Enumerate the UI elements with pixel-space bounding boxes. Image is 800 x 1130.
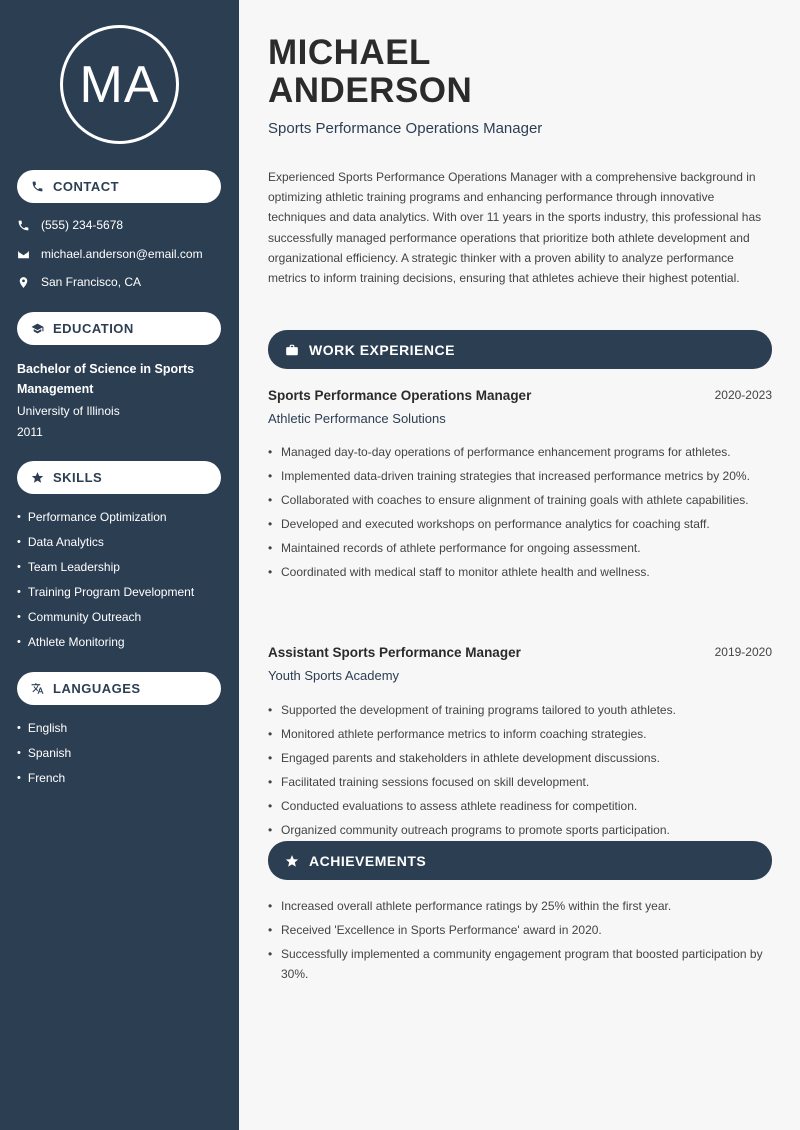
skill-item: • Performance Optimization (17, 504, 194, 529)
job-dates: 2019-2020 (714, 645, 772, 659)
job-bullet: • Monitored athlete performance metrics to inform coaching strategies. (268, 725, 768, 745)
skill-item: • Community Outreach (17, 604, 194, 629)
job-bullet: • Facilitated training sessions focused on skill development. (268, 773, 768, 793)
job-title: Sports Performance Operations Manager (268, 388, 532, 403)
job-bullet: • Engaged parents and stakeholders in athlete development discussions. (268, 749, 768, 769)
skills-list (17, 504, 194, 654)
languages-section-header (17, 672, 221, 705)
job-bullets (268, 443, 768, 587)
contact-location: San Francisco, CA (41, 275, 142, 289)
achievements-section-header (268, 841, 772, 880)
star-icon (31, 471, 44, 484)
languages-list (17, 715, 71, 790)
phone-icon (31, 180, 44, 193)
candidate-name (268, 34, 472, 110)
skills-heading: SKILLS (53, 470, 103, 485)
contact-email[interactable]: michael.anderson@email.com (41, 247, 203, 261)
translate-icon (31, 682, 44, 695)
job-title: Assistant Sports Performance Manager (268, 645, 521, 660)
job-company: Youth Sports Academy (268, 668, 400, 683)
job-bullet: • Collaborated with coaches to ensure alignment of training goals with athlete capabilities. (268, 491, 768, 511)
job-bullet: • Coordinated with medical staff to monitor athlete health and wellness. (268, 563, 768, 583)
graduation-cap-icon (31, 322, 44, 335)
skill-item: • Athlete Monitoring (17, 629, 194, 654)
skill-item: • Data Analytics (17, 529, 194, 554)
job-bullet: • Supported the development of training programs tailored to youth athletes. (268, 701, 768, 721)
envelope-icon (17, 248, 30, 261)
skill-item: • Training Program Development (17, 579, 194, 604)
education-school: University of Illinois (17, 404, 120, 418)
star-icon (285, 854, 299, 868)
education-entry (17, 359, 222, 443)
contact-location-row (17, 275, 141, 289)
achievement-item: • Increased overall athlete performance ratings by 25% within the first year. (268, 897, 768, 917)
name-first: MICHAEL (268, 33, 431, 72)
job-bullet: • Developed and executed workshops on performance analytics for coaching staff. (268, 515, 768, 535)
job-bullet: • Conducted evaluations to assess athlete readiness for competition. (268, 797, 768, 817)
contact-section-header (17, 170, 221, 203)
name-last: ANDERSON (268, 71, 473, 110)
achievements-heading: ACHIEVEMENTS (309, 852, 427, 869)
achievement-item: • Received 'Excellence in Sports Performance' award in 2020. (268, 921, 768, 941)
contact-phone: (555) 234-5678 (41, 218, 124, 232)
job-bullet: • Managed day-to-day operations of performance enhancement programs for athletes. (268, 443, 768, 463)
contact-heading: CONTACT (53, 179, 120, 194)
education-degree: Bachelor of Science in Sports Management (17, 362, 195, 396)
achievement-item: • Successfully implemented a community engagement program that boosted participation by 30%. (268, 945, 768, 984)
contact-email-row (17, 247, 203, 261)
languages-heading: LANGUAGES (53, 681, 141, 696)
sidebar (0, 0, 239, 1130)
job-bullets (268, 701, 768, 845)
education-heading: EDUCATION (53, 321, 134, 336)
profile-summary: Experienced Sports Performance Operations Manager with a comprehensive background in optimizing athletic training programs and enhancing performance through innovative techniques and data analytics. With over 11 years in the sports industry, this professional has successfully managed performance operations that prioritize both athlete development and organizational efficiency. A strategic thinker with a proven ability to analyze performance metrics to inform training decisions, ensuring that athletes achieve their highest potential. (268, 170, 762, 286)
work-experience-section-header (268, 330, 772, 369)
language-item: • English (17, 715, 71, 740)
skills-section-header (17, 461, 221, 494)
job-bullet: • Maintained records of athlete performance for ongoing assessment. (268, 539, 768, 559)
education-year: 2011 (17, 425, 43, 439)
language-item: • French (17, 765, 71, 790)
achievements-list (268, 897, 768, 989)
skill-item: • Team Leadership (17, 554, 194, 579)
avatar-initials: MA (60, 25, 179, 144)
education-section-header (17, 312, 221, 345)
candidate-title: Sports Performance Operations Manager (268, 120, 543, 137)
job-company: Athletic Performance Solutions (268, 411, 446, 426)
work-heading: WORK EXPERIENCE (309, 341, 455, 358)
job-bullet: • Organized community outreach programs to promote sports participation. (268, 821, 768, 841)
phone-icon (17, 219, 30, 232)
briefcase-icon (285, 343, 299, 357)
language-item: • Spanish (17, 740, 71, 765)
job-bullet: • Implemented data-driven training strategies that increased performance metrics by 20%. (268, 467, 768, 487)
contact-phone-row (17, 218, 123, 232)
job-dates: 2020-2023 (714, 388, 772, 402)
map-pin-icon (17, 276, 30, 289)
